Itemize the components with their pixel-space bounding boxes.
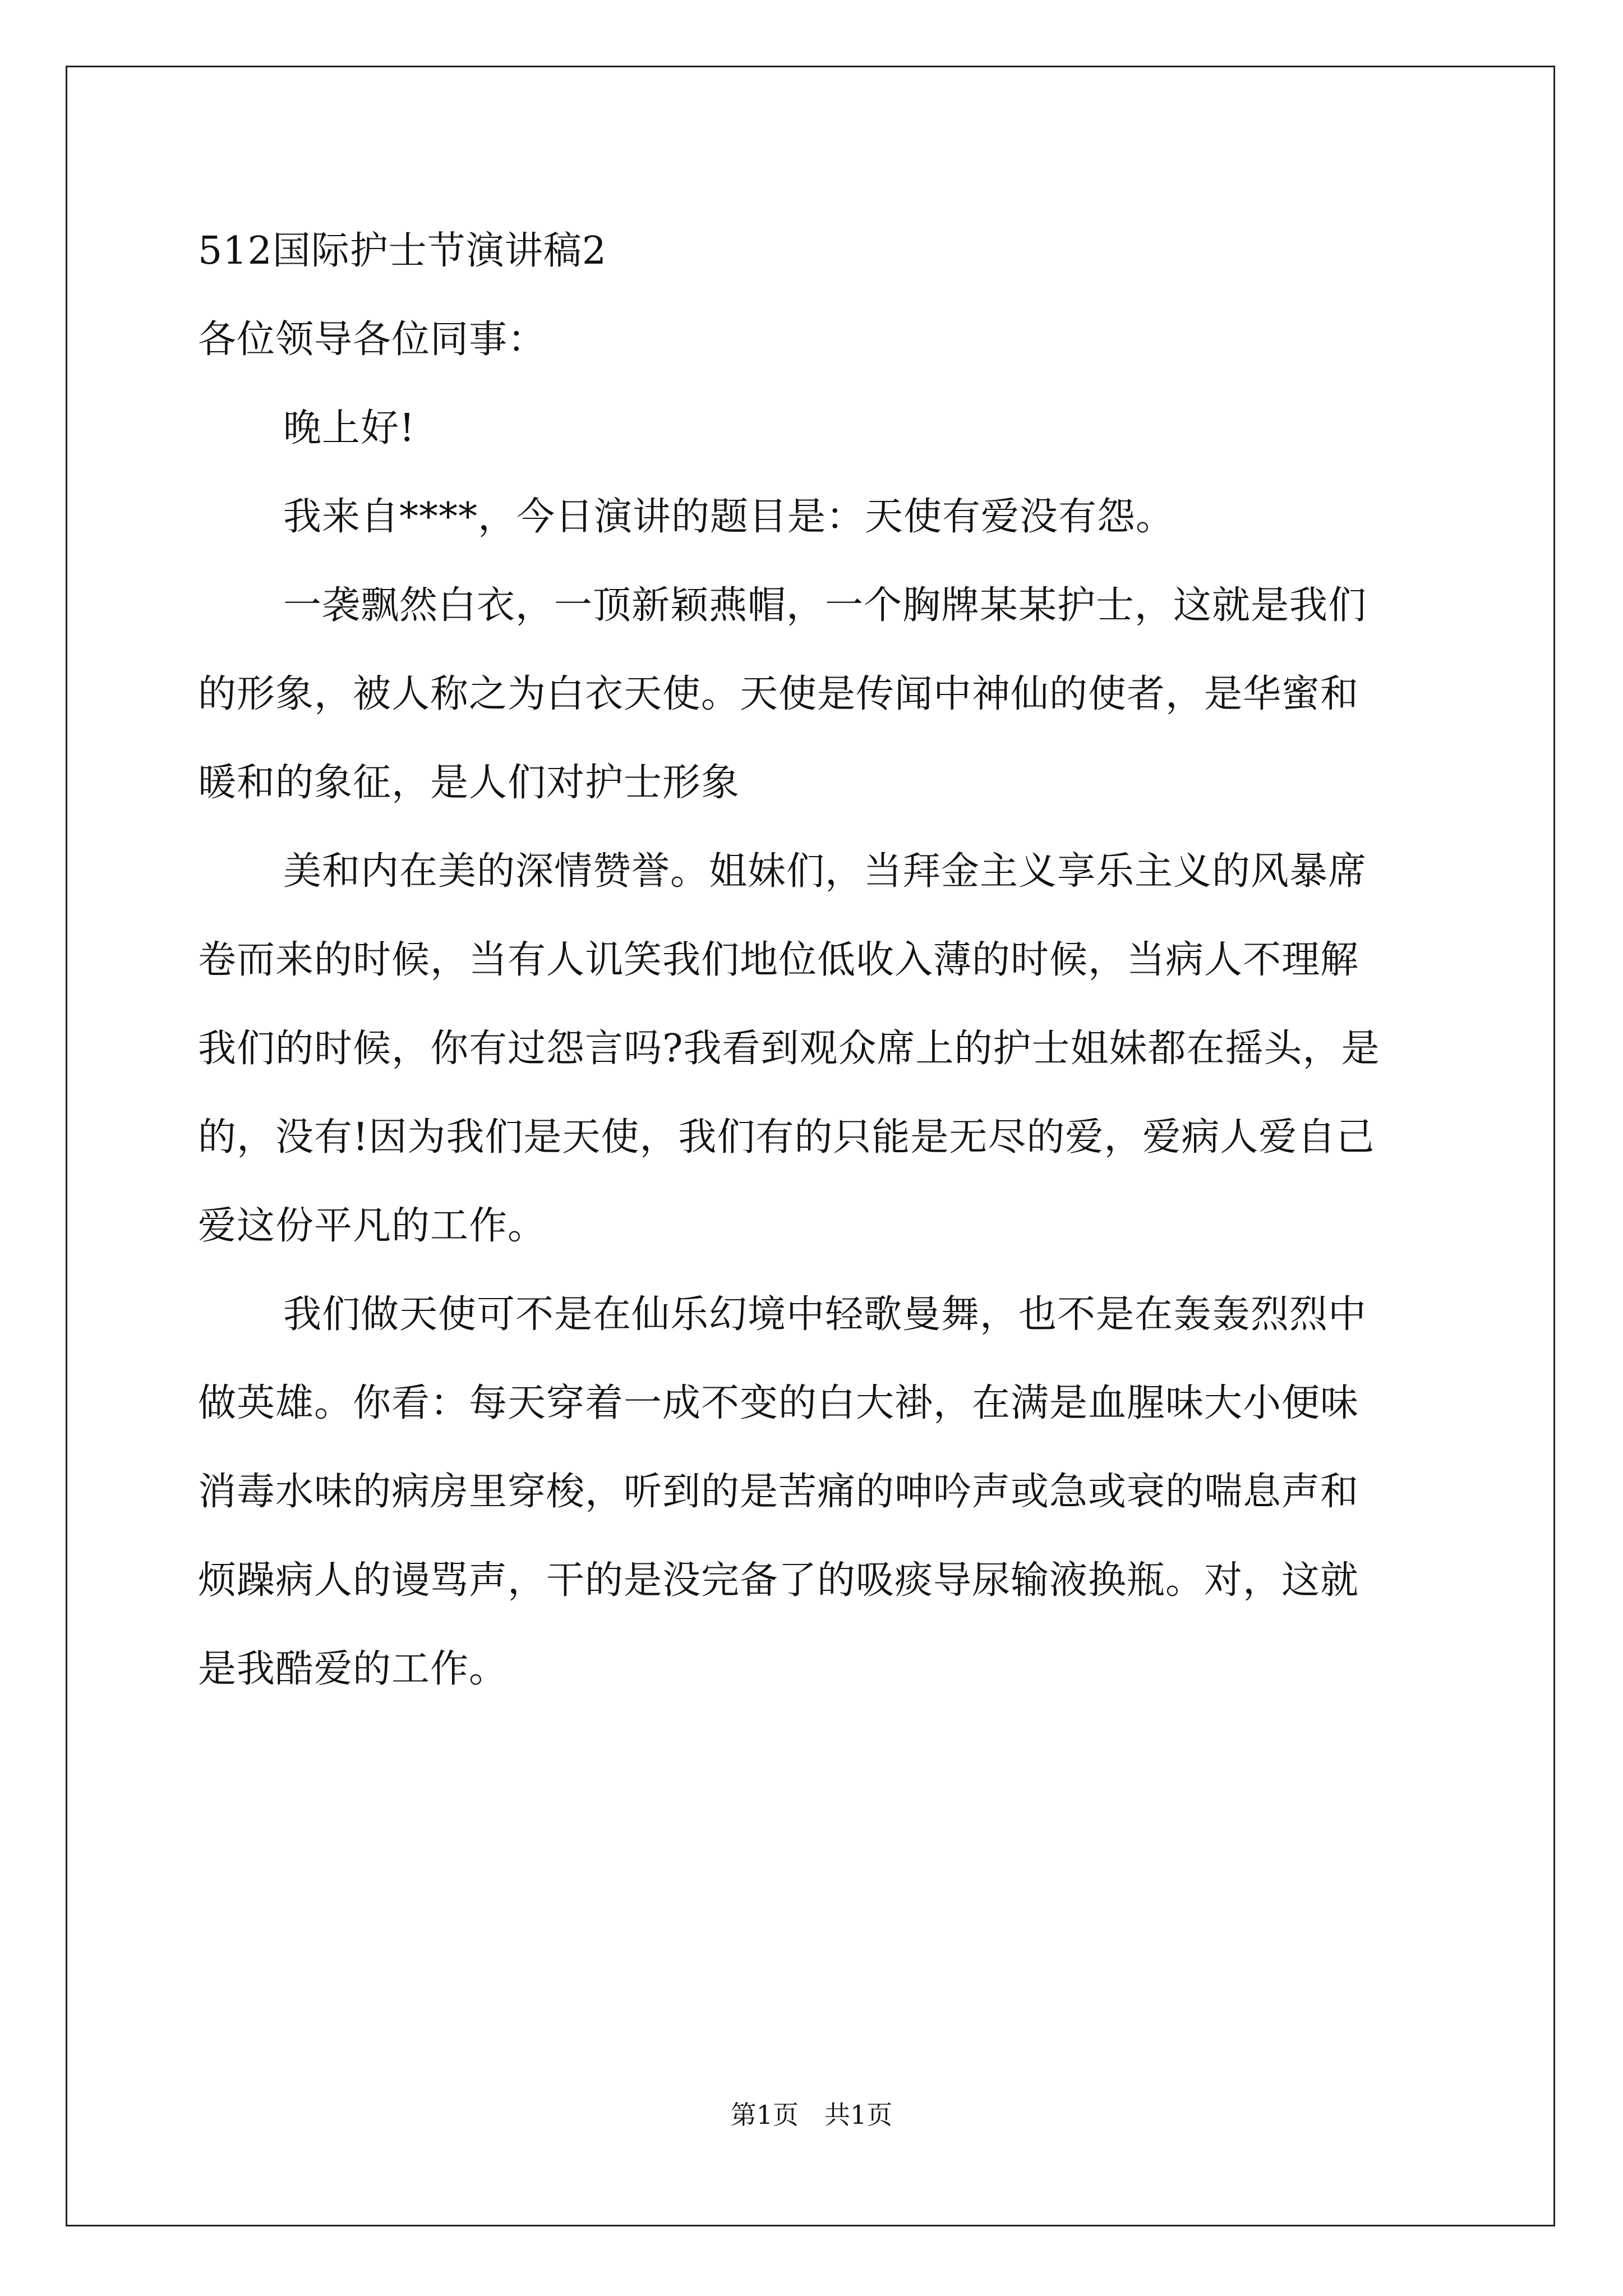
paragraph-line: 我们的时候，你有过怨言吗?我看到观众席上的护士姐妹都在摇头，是 <box>198 1027 1380 1071</box>
paragraph-line: 暖和的象征，是人们对护士形象 <box>198 761 740 805</box>
paragraph-introduction <box>198 490 1427 544</box>
document-body <box>198 224 1427 1731</box>
paragraph-sisters <box>198 845 1427 1253</box>
paragraph-work <box>198 1288 1427 1696</box>
paragraph-line: 消毒水味的病房里穿梭，听到的是苦痛的呻吟声或急或衰的喘息声和 <box>198 1470 1359 1514</box>
paragraph-line: 烦躁病人的谩骂声，干的是没完备了的吸痰导尿输液换瓶。对，这就 <box>198 1558 1359 1603</box>
paragraph-line: 卷而来的时候，当有人讥笑我们地位低收入薄的时候，当病人不理解 <box>198 938 1359 982</box>
paragraph-line: 我们做天使可不是在仙乐幻境中轻歌曼舞，也不是在轰轰烈烈中 <box>283 1292 1367 1337</box>
paragraph-line: 是我酷爱的工作。 <box>198 1647 508 1691</box>
paragraph-line: 爱这份平凡的工作。 <box>198 1204 547 1248</box>
paragraph-line: 美和内在美的深情赞誉。姐妹们，当拜金主义享乐主义的风暴席 <box>283 849 1367 894</box>
paragraph-line: 的，没有!因为我们是天使，我们有的只能是无尽的爱，爱病人爱自己 <box>198 1115 1375 1159</box>
page-number-footer: 第1页 共1页 <box>730 2100 893 2130</box>
paragraph-line: 一袭飘然白衣，一顶新颖燕帽，一个胸牌某某护士，这就是我们 <box>283 583 1367 628</box>
document-title: 512国际护士节演讲稿2 <box>198 229 607 273</box>
paragraph-greeting <box>198 402 1427 455</box>
paragraph-line: 的形象，被人称之为白衣天使。天使是传闻中神仙的使者，是华蜜和 <box>198 672 1359 716</box>
paragraph-image <box>198 579 1427 810</box>
salutation: 各位领导各位同事： <box>198 318 547 362</box>
paragraph-line: 我来自****，今日演讲的题目是：天使有爱没有怨。 <box>283 495 1175 539</box>
paragraph-line: 做英雄。你看：每天穿着一成不变的白大褂，在满是血腥味大小便味 <box>198 1381 1359 1425</box>
paragraph-line: 晚上好! <box>283 406 416 450</box>
